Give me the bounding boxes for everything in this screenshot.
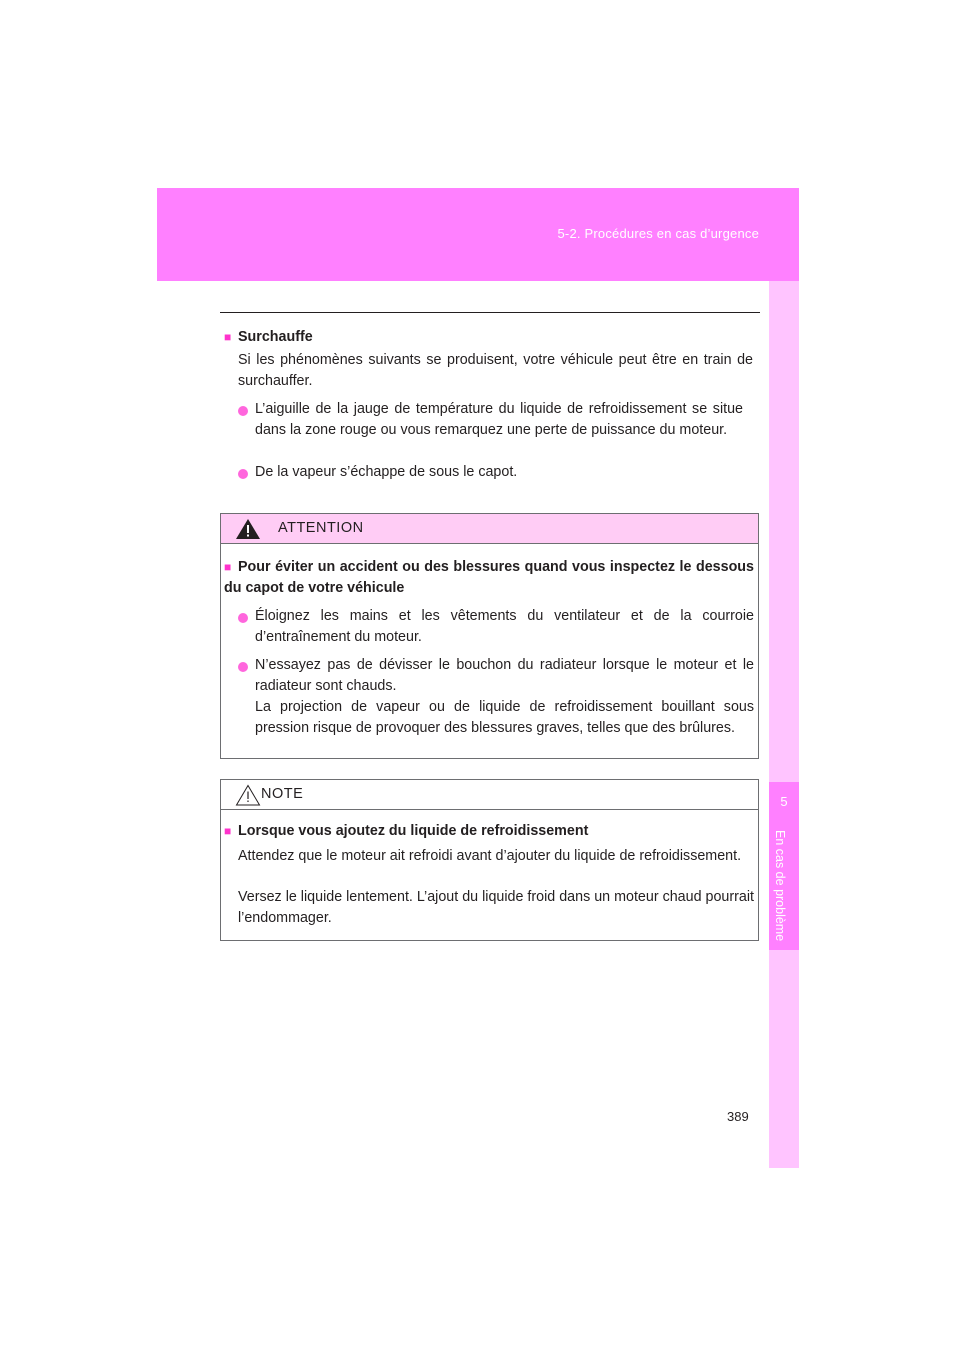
chapter-tab[interactable] xyxy=(769,782,799,950)
note-title: ■ Lorsque vous ajoutez du liquide de refroidissement xyxy=(224,821,754,842)
attention-box xyxy=(220,513,759,759)
attention-bullet-2: N’essayez pas de dévisser le bouchon du radiateur lorsque le moteur et le radiateur sont chauds. xyxy=(255,657,754,694)
note-paragraph-2: Versez le liquide lentement. L’ajout du liquide froid dans un moteur chaud pourrait l’endommager. xyxy=(238,889,754,926)
attention-title: ■ Pour éviter un accident ou des blessures quand vous inspectez le dessous du capot de votre véhicule xyxy=(224,559,754,596)
header-band xyxy=(157,188,799,281)
bullet-dot-icon xyxy=(238,406,248,416)
square-bullet-icon: ■ xyxy=(224,330,232,344)
chapter-number: 5 xyxy=(780,794,788,809)
section-heading: ■ Surchauffe xyxy=(224,327,313,348)
note-label: NOTE xyxy=(261,786,304,802)
section-header-title: 5-2. Procédures en cas d’urgence xyxy=(557,226,759,241)
top-rule xyxy=(220,312,760,313)
warning-triangle-icon xyxy=(235,518,261,540)
section-bullet-1: L’aiguille de la jauge de température du liquide de refroidissement se situe dans la zone rouge ou vous remarquez une perte de puissance du moteur. xyxy=(255,401,743,438)
note-paragraph-1: Attendez que le moteur ait refroidi avant d’ajouter du liquide de refroidissement. xyxy=(238,848,742,864)
section-bullet-2: De la vapeur s’échappe de sous le capot. xyxy=(255,464,518,480)
square-bullet-icon: ■ xyxy=(224,560,232,574)
caution-triangle-outline-icon xyxy=(235,784,261,806)
bullet-dot-icon xyxy=(238,613,248,623)
note-header xyxy=(221,780,758,810)
page-number: 389 xyxy=(727,1109,749,1124)
section-intro: Si les phénomènes suivants se produisent, votre véhicule peut être en train de surchauffer. xyxy=(238,352,753,389)
square-bullet-icon: ■ xyxy=(224,824,232,838)
note-box xyxy=(220,779,759,941)
chapter-label: En cas de problème xyxy=(773,830,787,942)
attention-bullet-1: Éloignez les mains et les vêtements du ventilateur et de la courroie d’entraînement du moteur. xyxy=(255,608,754,645)
side-strip xyxy=(769,281,799,1168)
attention-note: La projection de vapeur ou de liquide de refroidissement bouillant sous pression risque de provoquer des blessures graves, telles que des brûlures. xyxy=(255,699,754,736)
bullet-dot-icon xyxy=(238,469,248,479)
attention-label: ATTENTION xyxy=(278,520,364,536)
attention-header xyxy=(221,514,758,544)
bullet-dot-icon xyxy=(238,662,248,672)
